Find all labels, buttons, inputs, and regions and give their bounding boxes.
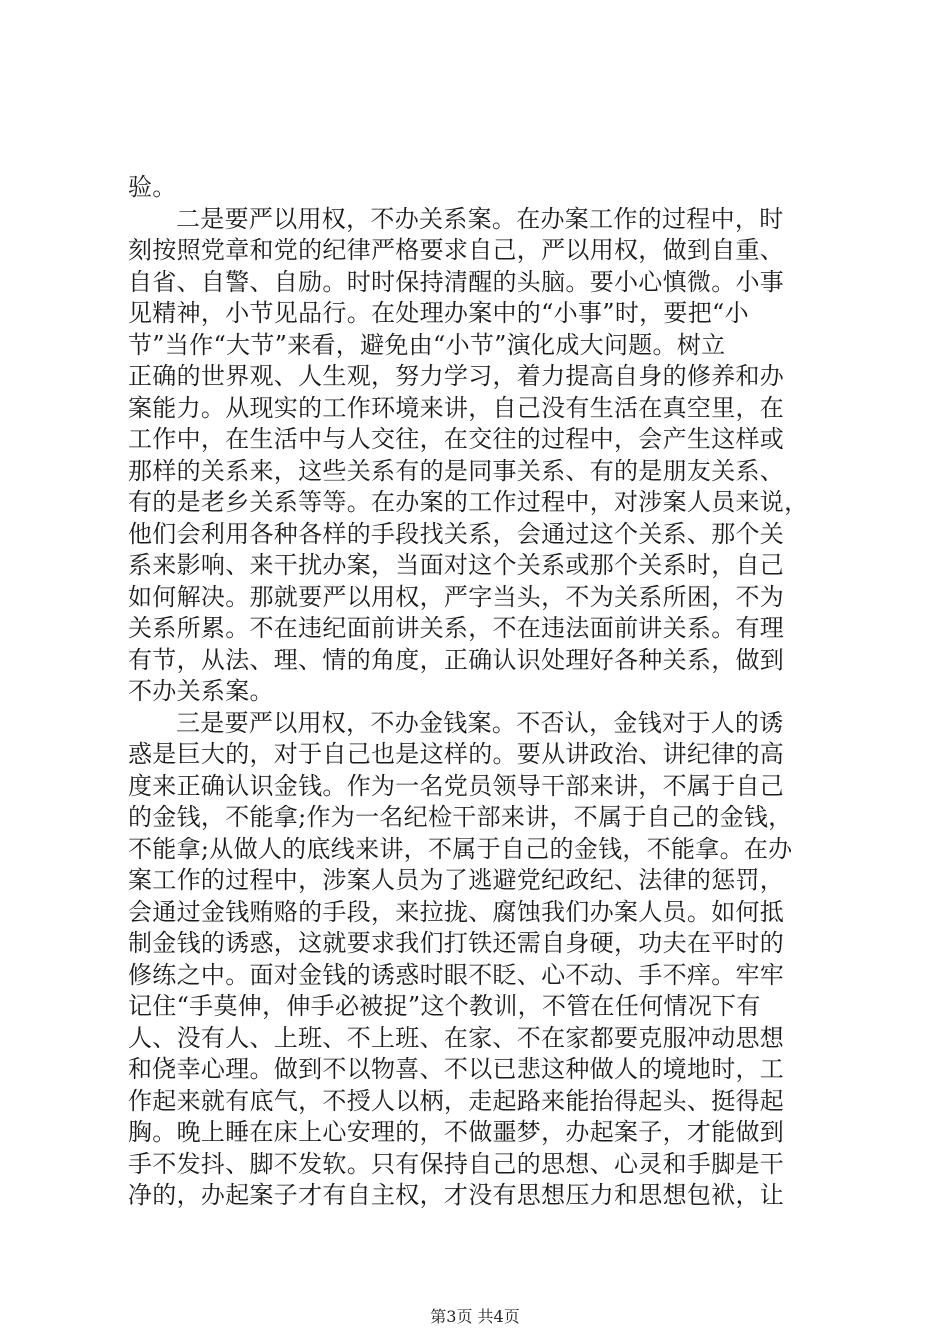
text-line: 案能力。从现实的工作环境来讲，自己没有生活在真空里，在 xyxy=(128,393,785,422)
text-line: 案工作的过程中，涉案人员为了逃避党纪政纪、法律的惩罚， xyxy=(128,866,785,894)
text-line: 作起来就有底气，不授人以柄，走起路来能抬得起头、挺得起 xyxy=(128,1086,785,1115)
text-line: 有节，从法、理、情的角度，正确认识处理好各种关系，做到 xyxy=(128,645,785,674)
text-line: 会通过金钱贿赂的手段，来拉拢、腐蚀我们办案人员。如何抵 xyxy=(128,897,785,926)
text-line: 制金钱的诱惑，这就要求我们打铁还需自身硬，功夫在平时的 xyxy=(128,929,785,957)
text-line: 人、没有人、上班、不上班、在家、不在家都要克服冲动思想 xyxy=(128,1023,785,1052)
text-line: 见精神，小节见品行。在处理办案中的“小事”时，要把“小 xyxy=(128,299,749,327)
paragraph-first-line: 三是要严以用权，不办金钱案。不否认，金钱对于人的诱 xyxy=(176,708,784,737)
text-line: 系来影响、来干扰办案，当面对这个关系或那个关系时，自己 xyxy=(128,551,785,579)
text-line: 度来正确认识金钱。作为一名党员领导干部来讲，不属于自己 xyxy=(128,771,785,800)
body-text xyxy=(128,172,828,1212)
text-line: 手不发抖、脚不发软。只有保持自己的思想、心灵和手脚是干 xyxy=(128,1149,785,1178)
text-line: 验。 xyxy=(128,173,177,201)
text-line: 那样的关系来，这些关系有的是同事关系、有的是朋友关系、 xyxy=(128,456,785,485)
text-line: 工作中，在生活中与人交往，在交往的过程中，会产生这样或 xyxy=(128,425,785,453)
text-line: 如何解决。那就要严以用权，严字当头，不为关系所困，不为 xyxy=(128,582,785,611)
text-line: 和侥幸心理。做到不以物喜、不以已悲这种做人的境地时，工 xyxy=(128,1055,785,1083)
text-line: 不能拿;从做人的底线来讲，不属于自己的金钱，不能拿。在办 xyxy=(128,834,793,863)
text-line: 惑是巨大的，对于自己也是这样的。要从讲政治、讲纪律的高 xyxy=(128,740,785,768)
text-line: 有的是老乡关系等等。在办案的工作过程中，对涉案人员来说， xyxy=(128,488,809,516)
paragraph-first-line: 二是要严以用权，不办关系案。在办案工作的过程中，时 xyxy=(176,204,784,233)
text-line: 记住“手莫伸，伸手必被捉”这个教训，不管在任何情况下有 xyxy=(128,992,761,1020)
text-line: 不办关系案。 xyxy=(128,677,274,705)
text-line: 他们会利用各种各样的手段找关系，会通过这个关系、那个关 xyxy=(128,519,785,548)
text-line: 刻按照党章和党的纪律严格要求自己，严以用权，做到自重、 xyxy=(128,236,785,264)
text-line: 的金钱，不能拿;作为一名纪检干部来讲，不属于自己的金钱， xyxy=(128,803,793,831)
text-line: 净的，办起案子才有自主权，才没有思想压力和思想包袱，让 xyxy=(128,1181,785,1209)
text-line: 自省、自警、自励。时时保持清醒的头脑。要小心慎微。小事 xyxy=(128,267,785,296)
text-line: 修练之中。面对金钱的诱惑时眼不眨、心不动、手不痒。牢牢 xyxy=(128,960,785,989)
text-line: 关系所累。不在违纪面前讲关系，不在违法面前讲关系。有理 xyxy=(128,614,785,642)
text-line: 胸。晚上睡在床上心安理的，不做噩梦，办起案子，才能做到 xyxy=(128,1118,785,1146)
text-line: 正确的世界观、人生观，努力学习，着力提高自身的修养和办 xyxy=(128,362,785,390)
text-line: 节”当作“大节”来看，避免由“小节”演化成大问题。树立 xyxy=(128,330,726,359)
page-footer: 第3页 共4页 xyxy=(430,1307,520,1326)
